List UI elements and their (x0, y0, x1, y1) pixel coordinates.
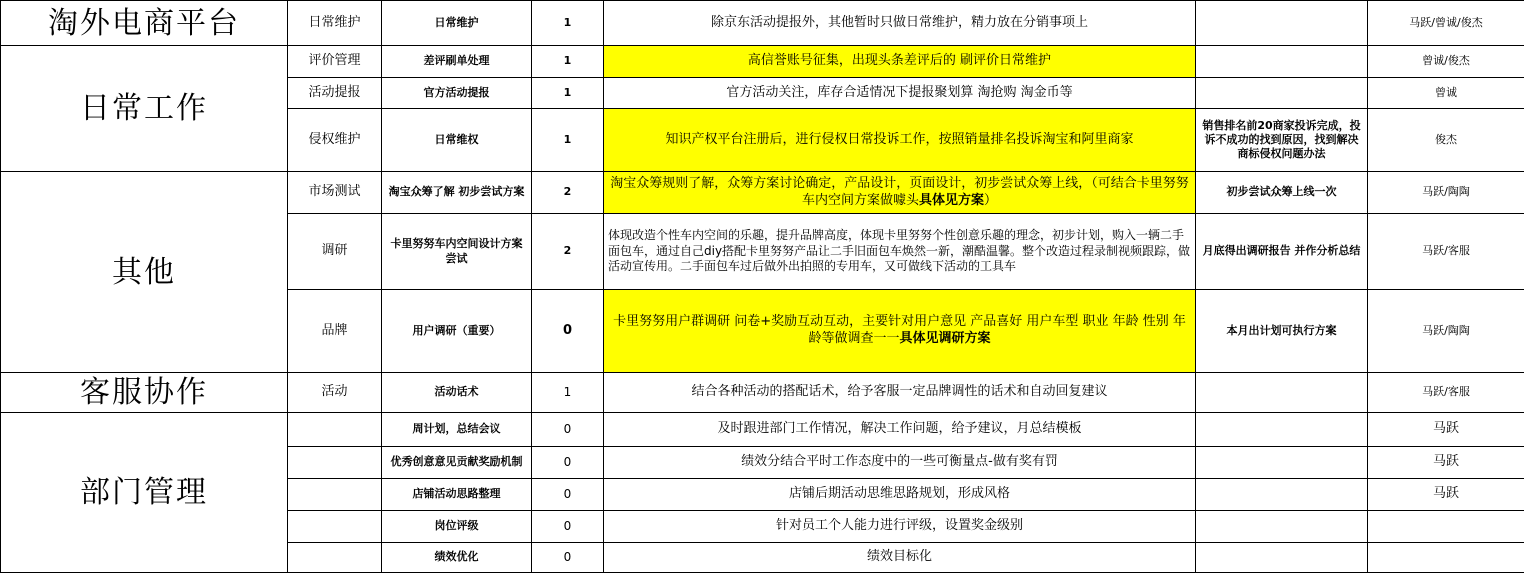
type-cell: 评价管理 (288, 46, 382, 78)
item-cell: 淘宝众筹了解 初步尝试方案 (382, 172, 532, 214)
content-text: 卡里努努用户群调研 问卷+奖励互动互动，主要针对用户意见 产品喜好 用户车型 职业 年龄 性别 年龄等做调查一一 (613, 314, 1186, 346)
type-cell: 侵权维护 (288, 109, 382, 172)
item-cell: 店铺活动思路整理 (382, 479, 532, 511)
item-cell: 活动话术 (382, 373, 532, 413)
type-cell: 日常维护 (288, 1, 382, 46)
item-cell: 用户调研（重要） (382, 290, 532, 373)
priority-cell: 2 (532, 172, 604, 214)
priority-cell: 1 (532, 78, 604, 109)
content-emphasis: 具体见调研方案 (899, 331, 991, 346)
type-cell: 活动 (288, 373, 382, 413)
content-cell: 除京东活动提报外，其他暂时只做日常维护，精力放在分销事项上 (604, 1, 1196, 46)
table-row (1, 46, 1524, 78)
owner-cell (1368, 543, 1524, 573)
priority-cell: 0 (532, 479, 604, 511)
category-cell: 部门管理 (1, 413, 288, 573)
content-cell (604, 172, 1196, 214)
goal-cell (1196, 1, 1368, 46)
type-cell (288, 511, 382, 543)
type-cell (288, 479, 382, 511)
owner-cell: 马跃 (1368, 413, 1524, 447)
goal-cell: 月底得出调研报告 并作分析总结 (1196, 214, 1368, 290)
content-cell: 绩效目标化 (604, 543, 1196, 573)
type-cell (288, 447, 382, 479)
category-cell: 其他 (1, 172, 288, 373)
item-cell: 官方活动提报 (382, 78, 532, 109)
owner-cell: 马跃/陶陶 (1368, 172, 1524, 214)
goal-cell (1196, 479, 1368, 511)
type-cell: 品牌 (288, 290, 382, 373)
goal-cell (1196, 373, 1368, 413)
goal-cell (1196, 543, 1368, 573)
item-cell: 岗位评级 (382, 511, 532, 543)
item-cell: 日常维权 (382, 109, 532, 172)
table-row (1, 172, 1524, 214)
owner-cell: 马跃/陶陶 (1368, 290, 1524, 373)
owner-cell: 马跃/客服 (1368, 373, 1524, 413)
owner-cell: 俊杰 (1368, 109, 1524, 172)
goal-cell (1196, 46, 1368, 78)
goal-cell: 初步尝试众筹上线一次 (1196, 172, 1368, 214)
type-cell: 活动提报 (288, 78, 382, 109)
content-text: 淘宝众筹规则了解，众筹方案讨论确定，产品设计，页面设计，初步尝试众筹上线，（可结合卡里努努车内空间方案做噱头 (610, 175, 1189, 208)
item-cell: 周计划，总结会议 (382, 413, 532, 447)
content-cell: 官方活动关注，库存合适情况下提报聚划算 淘抢购 淘金币等 (604, 78, 1196, 109)
goal-cell (1196, 78, 1368, 109)
goal-cell: 本月出计划可执行方案 (1196, 290, 1368, 373)
type-cell: 市场测试 (288, 172, 382, 214)
content-cell: 及时跟进部门工作情况，解决工作问题，给予建议，月总结模板 (604, 413, 1196, 447)
content-cell: 绩效分结合平时工作态度中的一些可衡量点-做有奖有罚 (604, 447, 1196, 479)
goal-cell (1196, 447, 1368, 479)
type-cell (288, 413, 382, 447)
item-cell: 优秀创意意见贡献奖励机制 (382, 447, 532, 479)
content-cell: 针对员工个人能力进行评级，设置奖金级别 (604, 511, 1196, 543)
owner-cell: 马跃 (1368, 479, 1524, 511)
item-cell: 绩效优化 (382, 543, 532, 573)
priority-cell: 1 (532, 373, 604, 413)
type-cell: 调研 (288, 214, 382, 290)
priority-cell: 1 (532, 109, 604, 172)
priority-cell: 0 (532, 290, 604, 373)
owner-cell: 曾诚/俊杰 (1368, 46, 1524, 78)
priority-cell: 2 (532, 214, 604, 290)
owner-cell: 马跃 (1368, 447, 1524, 479)
content-cell: 体现改造个性车内空间的乐趣，提升品牌高度，体现卡里努努个性创意乐趣的理念，初步计划，购入一辆二手面包车，通过自己diy搭配卡里努努产品让二手旧面包车焕然一新，潮酷温馨。整个改造过程录制视频跟踪，做活动宣传用。二手面包车过后做外出拍照的专用车，又可做线下活动的工具车 (604, 214, 1196, 290)
content-cell (604, 290, 1196, 373)
priority-cell: 0 (532, 413, 604, 447)
content-cell: 结合各种活动的搭配话术，给予客服一定品牌调性的话术和自动回复建议 (604, 373, 1196, 413)
content-cell: 店铺后期活动思维思路规划，形成风格 (604, 479, 1196, 511)
content-cell: 高信誉账号征集，出现头条差评后的 刷评价日常维护 (604, 46, 1196, 78)
owner-cell: 曾诚 (1368, 78, 1524, 109)
table-row (1, 1, 1524, 46)
type-cell (288, 543, 382, 573)
category-cell: 淘外电商平台 (1, 1, 288, 46)
content-tail: ） (984, 192, 998, 208)
owner-cell: 马跃/曾诚/俊杰 (1368, 1, 1524, 46)
item-cell: 卡里努努车内空间设计方案尝试 (382, 214, 532, 290)
table-row (1, 373, 1524, 413)
priority-cell: 1 (532, 1, 604, 46)
content-cell: 知识产权平台注册后，进行侵权日常投诉工作，按照销量排名投诉淘宝和阿里商家 (604, 109, 1196, 172)
category-cell: 日常工作 (1, 46, 288, 172)
owner-cell (1368, 511, 1524, 543)
priority-cell: 0 (532, 447, 604, 479)
goal-cell: 销售排名前20商家投诉完成，投诉不成功的找到原因，找到解决商标侵权问题办法 (1196, 109, 1368, 172)
goal-cell (1196, 511, 1368, 543)
item-cell: 日常维护 (382, 1, 532, 46)
content-emphasis: 具体见方案 (918, 192, 984, 208)
table-row (1, 413, 1524, 447)
priority-cell: 0 (532, 543, 604, 573)
owner-cell: 马跃/客服 (1368, 214, 1524, 290)
priority-cell: 1 (532, 46, 604, 78)
goal-cell (1196, 413, 1368, 447)
item-cell: 差评刷单处理 (382, 46, 532, 78)
priority-cell: 0 (532, 511, 604, 543)
category-cell: 客服协作 (1, 373, 288, 413)
